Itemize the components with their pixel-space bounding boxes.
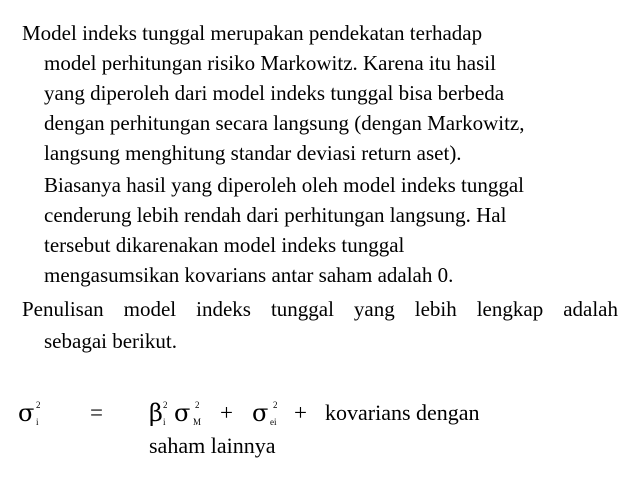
sigma-m-symbol: σ <box>174 399 191 427</box>
beta-i-symbol: β <box>149 399 163 427</box>
beta-i-subscript: i <box>163 417 166 427</box>
formula-text-covariance: kovarians dengan <box>325 400 480 425</box>
equals-sign: = <box>90 400 103 425</box>
sigma-i-superscript: 2 <box>36 400 41 410</box>
paragraph-2-line: Penulisan model indeks tunggal yang lebih lengkap adalah <box>22 297 618 321</box>
sigma-ei-symbol: σ <box>252 399 269 427</box>
paragraph-1-line: dengan perhitungan secara langsung (dengan Markowitz, <box>44 111 525 135</box>
paragraph-1-line: model perhitungan risiko Markowitz. Karena itu hasil <box>44 51 496 75</box>
sigma-ei-subscript: ei <box>270 417 277 427</box>
sigma-m-superscript: 2 <box>195 400 200 410</box>
beta-i-superscript: 2 <box>163 400 168 410</box>
paragraph-1-line: tersebut dikarenakan model indeks tunggal <box>44 233 405 257</box>
paragraph-1-line: cenderung lebih rendah dari perhitungan langsung. Hal <box>44 203 507 227</box>
paragraph-1-line: Biasanya hasil yang diperoleh oleh model indeks tunggal <box>44 173 524 197</box>
paragraph-1-line: yang diperoleh dari model indeks tunggal bisa berbeda <box>44 81 505 105</box>
paragraph-1-line: langsung menghitung standar deviasi return aset). <box>44 141 462 165</box>
paragraph-2-line: sebagai berikut. <box>44 329 177 353</box>
plus-sign: + <box>220 400 233 425</box>
paragraph-1-line: mengasumsikan kovarians antar saham adalah 0. <box>44 263 454 287</box>
paragraph-1-line: Model indeks tunggal merupakan pendekatan terhadap <box>22 21 483 45</box>
sigma-i-symbol: σ <box>18 399 35 427</box>
sigma-m-subscript: M <box>193 417 202 427</box>
plus-sign: + <box>294 400 307 425</box>
sigma-ei-superscript: 2 <box>273 400 278 410</box>
formula-text-other-stocks: saham lainnya <box>149 433 276 458</box>
sigma-i-subscript: i <box>36 417 39 427</box>
